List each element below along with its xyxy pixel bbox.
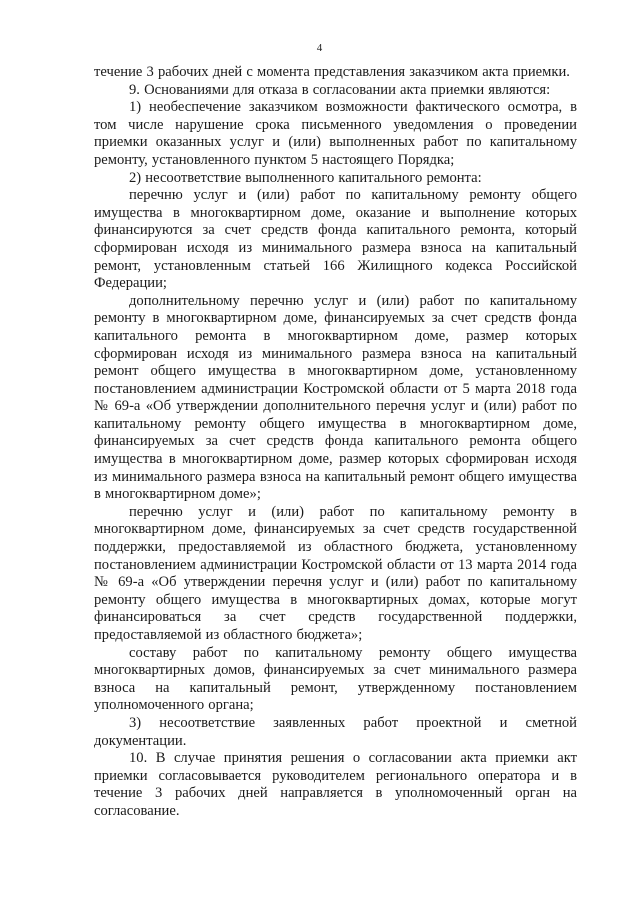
paragraph-list-entry-2: дополнительному перечню услуг и (или) работ по капитальному ремонту в многоквартирном доме, финансируемых за счет средств фонда капитального ремонта в многоквартирном доме, размер которых сформирован исходя из минимального размера взноса на капитальный ремонт общего имущества в многоквартирном доме, установленному постановлением администрации Костромской области от 5 марта 2018 года № 69-а «Об утверждении дополнительного перечня услуг и (или) работ по капитальному ремонту общего имущества в многоквартирном доме, финансируемых за счет средств фонда капитального ремонта общего имущества в многоквартирном доме, размер которых сформирован исходя из минимального размера взноса на капитальный ремонт общего имущества в многоквартирном доме»; [94, 292, 577, 503]
paragraph-continuation: течение 3 рабочих дней с момента представления заказчиком акта приемки. [94, 64, 570, 80]
paragraph-list-entry-3: перечню услуг и (или) работ по капитальному ремонту в многоквартирном доме, финансируемых за счет средств государственной поддержки, предоставляемой из областного бюджета, установленному постановлением администрации Костромской области от 13 марта 2014 года № 69-а «Об утверждении перечня услуг и (или) работ по капитальному ремонту общего имущества в многоквартирных домах, которые могут финансироваться за счет средств государственной поддержки, предоставляемой из областного бюджета»; [94, 503, 577, 643]
paragraph-subitem-1: 1) необеспечение заказчиком возможности фактического осмотра, в том числе нарушение срока письменного уведомления о проведении приемки оказанных услуг и (или) выполненных работ по капитальному ремонту, установленного пунктом 5 настоящего Порядка; [94, 99, 577, 168]
paragraph-item-10: 10. В случае принятия решения о согласовании акта приемки акт приемки согласовывается руководителем регионального оператора и в течение 3 рабочих дней направляется в уполномоченный орган на согласование. [94, 750, 577, 819]
paragraph-list-entry-4: составу работ по капитальному ремонту общего имущества многоквартирных домов, финансируемых за счет минимального размера взноса на капитальный ремонт, утвержденному постановлением уполномоченного органа; [94, 644, 577, 714]
paragraph-list-entry-1: перечню услуг и (или) работ по капитальному ремонту общего имущества в многоквартирном доме, оказание и выполнение которых финансируются за счет средств фонда капитального ремонта, который сформирован исходя из минимального размера взноса на капитальный ремонт, установленным статьей 166 Жилищного кодекса Российской Федерации; [94, 187, 577, 292]
paragraph-subitem-3: 3) несоответствие заявленных работ проектной и сметной документации. [94, 714, 577, 749]
paragraph-subitem-2: 2) несоответствие выполненного капитального ремонта: [129, 169, 482, 186]
page-number: 4 [316, 42, 323, 54]
document-body [94, 64, 577, 821]
paragraph-item-9: 9. Основаниями для отказа в согласовании акта приемки являются: [129, 81, 551, 98]
